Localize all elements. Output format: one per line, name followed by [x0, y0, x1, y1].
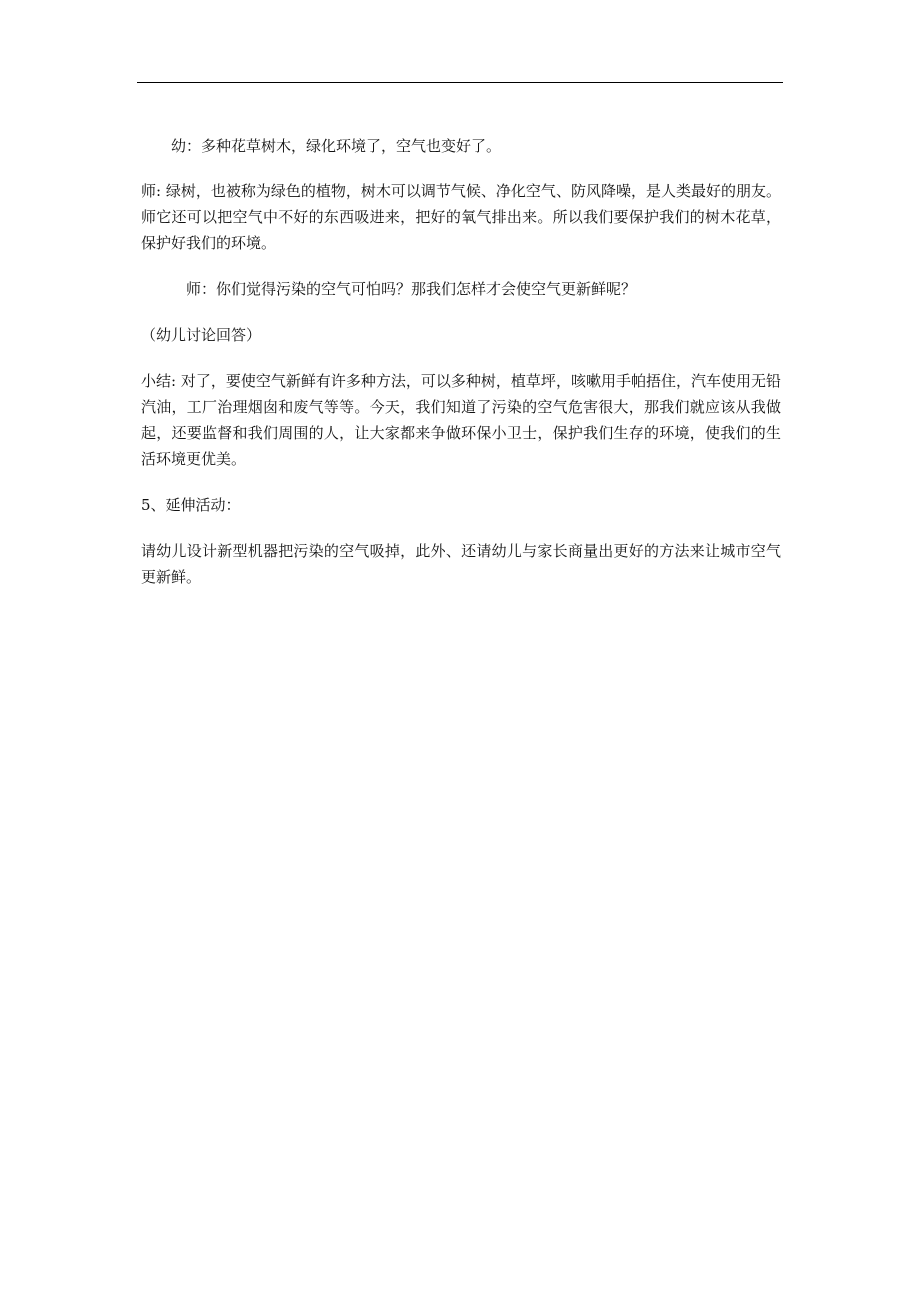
- paragraph-extension-heading: 5、延伸活动：: [141, 496, 241, 514]
- paragraph-child-answer: 幼：多种花草树木，绿化环境了，空气也变好了。: [171, 137, 502, 155]
- document-body: [141, 133, 781, 590]
- paragraph-summary: 小结: 对了，要使空气新鲜有许多种方法，可以多种树，植草坪，咳嗽用手帕捂住，汽车使用无铅汽油，工厂治理烟囱和废气等等。今天，我们知道了污染的空气危害很大，那我们就应该从我做起，还要监督和我们周围的人，让大家都来争做环保小卫士，保护我们生存的环境，使我们的生活环境更优美。: [141, 372, 781, 468]
- paragraph-teacher-question: 师：你们觉得污染的空气可怕吗？那我们怎样才会使空气更新鲜呢？: [186, 280, 637, 298]
- header-rule: [137, 82, 783, 83]
- paragraph-extension-activity: 请幼儿设计新型机器把污染的空气吸掉，此外、还请幼儿与家长商量出更好的方法来让城市空气更新鲜。: [141, 542, 781, 586]
- paragraph-teacher-green-trees: 师: 绿树，也被称为绿色的植物，树木可以调节气候、净化空气、防风降噪，是人类最好的朋友。师它还可以把空气中不好的东西吸进来，把好的氧气排出来。所以我们要保护我们的树木花草，保护好我们的环境。: [141, 182, 781, 252]
- paragraph-discussion-note: （幼儿讨论回答）: [141, 326, 262, 344]
